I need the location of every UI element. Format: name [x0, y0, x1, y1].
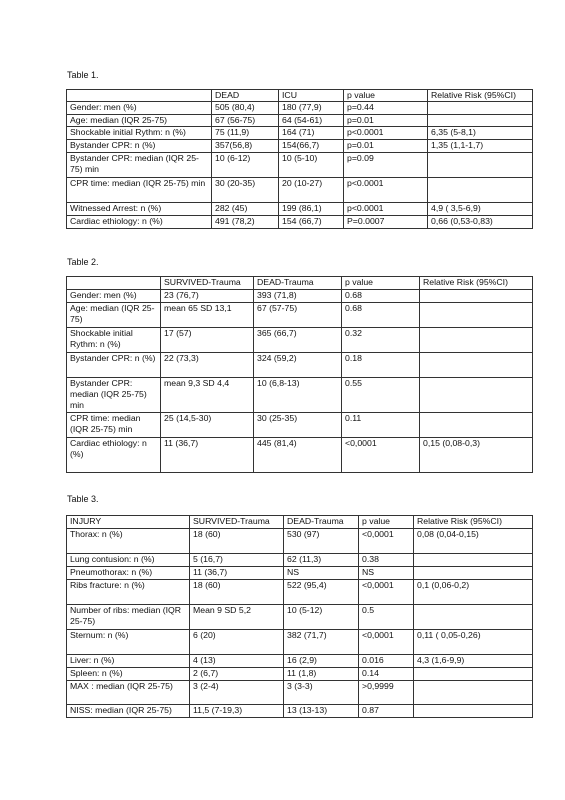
- table-row: [67, 303, 533, 328]
- table-header-cell: INJURY: [67, 516, 190, 529]
- table-cell: mean 9,3 SD 4,4: [161, 378, 254, 413]
- table-cell: [420, 353, 533, 378]
- table-cell: <0,0001: [342, 438, 420, 473]
- table-cell: 505 (80,4): [212, 102, 279, 115]
- table-cell: 13 (13-13): [284, 705, 359, 718]
- table-cell: 30 (20-35): [212, 178, 279, 203]
- table-cell: 4,9 ( 3,5-6,9): [428, 203, 533, 216]
- table-row: [67, 203, 533, 216]
- table1-caption: Table 1.: [67, 70, 99, 80]
- table-cell: NS: [284, 567, 359, 580]
- table-cell: CPR time: median (IQR 25-75) min: [67, 178, 212, 203]
- table-cell: [428, 178, 533, 203]
- table-cell: [428, 153, 533, 178]
- table-cell: 382 (71,7): [284, 630, 359, 655]
- table-cell: 10 (6,8-13): [254, 378, 342, 413]
- table-row: [67, 127, 533, 140]
- table-cell: [420, 413, 533, 438]
- table-header-row: [67, 90, 533, 102]
- table3-caption: Table 3.: [67, 494, 99, 504]
- table-header-cell: DEAD-Trauma: [284, 516, 359, 529]
- table-header-row: [67, 516, 533, 529]
- table-cell: 282 (45): [212, 203, 279, 216]
- table-cell: Shockable initial Rythm: n (%): [67, 328, 161, 353]
- table-header-cell: [67, 277, 161, 290]
- table-cell: Bystander CPR: n (%): [67, 140, 212, 153]
- table-row: [67, 529, 533, 554]
- table-row: [67, 115, 533, 127]
- table-header-cell: SURVIVED-Trauma: [190, 516, 284, 529]
- table-cell: CPR time: median (IQR 25-75) min: [67, 413, 161, 438]
- table-cell: p<0.0001: [344, 203, 428, 216]
- table-cell: Thorax: n (%): [67, 529, 190, 554]
- table-cell: Gender: men (%): [67, 102, 212, 115]
- table-cell: Mean 9 SD 5,2: [190, 605, 284, 630]
- table-cell: 522 (95,4): [284, 580, 359, 605]
- table-cell: [414, 681, 533, 705]
- table-cell: [428, 102, 533, 115]
- table-cell: [414, 668, 533, 681]
- table-cell: 4,3 (1,6-9,9): [414, 655, 533, 668]
- table-cell: 10 (5-12): [284, 605, 359, 630]
- table-cell: 1,35 (1,1-1,7): [428, 140, 533, 153]
- table-cell: <0,0001: [359, 630, 414, 655]
- table-cell: 11 (36,7): [190, 567, 284, 580]
- table-header-cell: ICU: [279, 90, 344, 102]
- table-cell: 0,66 (0,53-0,83): [428, 216, 533, 229]
- table-cell: 0.5: [359, 605, 414, 630]
- table-cell: 0.32: [342, 328, 420, 353]
- table-cell: Gender: men (%): [67, 290, 161, 303]
- table-cell: 64 (54-61): [279, 115, 344, 127]
- table-cell: Age: median (IQR 25-75): [67, 303, 161, 328]
- table-row: [67, 630, 533, 655]
- table-cell: 17 (57): [161, 328, 254, 353]
- table-cell: 10 (6-12): [212, 153, 279, 178]
- table-header-cell: p value: [342, 277, 420, 290]
- table-cell: 0.11: [342, 413, 420, 438]
- table-row: [67, 567, 533, 580]
- table-cell: 0.38: [359, 554, 414, 567]
- table-cell: Bystander CPR: median (IQR 25-75) min: [67, 378, 161, 413]
- table-row: [67, 681, 533, 705]
- table-cell: p=0.01: [344, 140, 428, 153]
- table-row: [67, 102, 533, 115]
- table-cell: Sternum: n (%): [67, 630, 190, 655]
- table-cell: 0.14: [359, 668, 414, 681]
- table-cell: >0,9999: [359, 681, 414, 705]
- table3: [66, 515, 533, 718]
- table-row: [67, 216, 533, 229]
- table-cell: 11,5 (7-19,3): [190, 705, 284, 718]
- table-row: [67, 655, 533, 668]
- table-cell: 11 (1,8): [284, 668, 359, 681]
- table-cell: Number of ribs: median (IQR 25-75): [67, 605, 190, 630]
- table-cell: [420, 303, 533, 328]
- table-cell: 324 (59,2): [254, 353, 342, 378]
- table-header-cell: [67, 90, 212, 102]
- table-row: [67, 140, 533, 153]
- table-cell: 199 (86,1): [279, 203, 344, 216]
- table-row: [67, 328, 533, 353]
- table-cell: mean 65 SD 13,1: [161, 303, 254, 328]
- table-row: [67, 605, 533, 630]
- table-cell: 67 (56-75): [212, 115, 279, 127]
- table-row: [67, 554, 533, 567]
- table-cell: 5 (16,7): [190, 554, 284, 567]
- table-cell: 30 (25-35): [254, 413, 342, 438]
- table-cell: 16 (2,9): [284, 655, 359, 668]
- table-cell: 357(56,8): [212, 140, 279, 153]
- table-cell: [414, 705, 533, 718]
- table-cell: 11 (36,7): [161, 438, 254, 473]
- table-cell: Bystander CPR: median (IQR 25-75) min: [67, 153, 212, 178]
- table-row: [67, 668, 533, 681]
- table-cell: p<0.0001: [344, 178, 428, 203]
- table-cell: 180 (77,9): [279, 102, 344, 115]
- table-cell: 22 (73,3): [161, 353, 254, 378]
- table-cell: 0.016: [359, 655, 414, 668]
- table-cell: 62 (11,3): [284, 554, 359, 567]
- table-header-cell: p value: [359, 516, 414, 529]
- table2-caption: Table 2.: [67, 257, 99, 267]
- table-cell: Liver: n (%): [67, 655, 190, 668]
- table-cell: Shockable initial Rythm: n (%): [67, 127, 212, 140]
- table-cell: 154(66,7): [279, 140, 344, 153]
- table-cell: Cardiac ethiology: n (%): [67, 438, 161, 473]
- table-cell: 4 (13): [190, 655, 284, 668]
- table-cell: p<0.0001: [344, 127, 428, 140]
- table-cell: 530 (97): [284, 529, 359, 554]
- table-cell: 3 (3-3): [284, 681, 359, 705]
- table-cell: Age: median (IQR 25-75): [67, 115, 212, 127]
- table-cell: 0.18: [342, 353, 420, 378]
- table-cell: MAX : median (IQR 25-75): [67, 681, 190, 705]
- table-cell: 393 (71,8): [254, 290, 342, 303]
- table-header-row: [67, 277, 533, 290]
- table-cell: [414, 605, 533, 630]
- table-cell: p=0.09: [344, 153, 428, 178]
- table-cell: 3 (2-4): [190, 681, 284, 705]
- table-cell: 20 (10-27): [279, 178, 344, 203]
- table-cell: 10 (5-10): [279, 153, 344, 178]
- table-header-cell: Relative Risk (95%CI): [420, 277, 533, 290]
- table-cell: 491 (78,2): [212, 216, 279, 229]
- table-cell: 0.87: [359, 705, 414, 718]
- table-header-cell: Relative Risk (95%CI): [428, 90, 533, 102]
- table-cell: P=0.0007: [344, 216, 428, 229]
- table-cell: 6 (20): [190, 630, 284, 655]
- table-row: [67, 438, 533, 473]
- table-header-cell: DEAD-Trauma: [254, 277, 342, 290]
- table-cell: 0,11 ( 0,05-0,26): [414, 630, 533, 655]
- table-cell: <0,0001: [359, 529, 414, 554]
- table-cell: 0.68: [342, 290, 420, 303]
- table-cell: [428, 115, 533, 127]
- table-header-cell: DEAD: [212, 90, 279, 102]
- table-cell: 6,35 (5-8,1): [428, 127, 533, 140]
- table-cell: NS: [359, 567, 414, 580]
- table-cell: Bystander CPR: n (%): [67, 353, 161, 378]
- table-cell: Lung contusion: n (%): [67, 554, 190, 567]
- table-cell: Spleen: n (%): [67, 668, 190, 681]
- table-cell: p=0.01: [344, 115, 428, 127]
- table-cell: Ribs fracture: n (%): [67, 580, 190, 605]
- table-cell: 2 (6,7): [190, 668, 284, 681]
- table-cell: 154 (66,7): [279, 216, 344, 229]
- table-cell: NISS: median (IQR 25-75): [67, 705, 190, 718]
- table-row: [67, 290, 533, 303]
- table-cell: Cardiac ethiology: n (%): [67, 216, 212, 229]
- table-cell: 0.68: [342, 303, 420, 328]
- table-row: [67, 153, 533, 178]
- table-header-cell: p value: [344, 90, 428, 102]
- table-cell: 0,1 (0,06-0,2): [414, 580, 533, 605]
- table-cell: [420, 328, 533, 353]
- table-row: [67, 413, 533, 438]
- table2: [66, 276, 533, 473]
- table-cell: [420, 290, 533, 303]
- table-cell: <0,0001: [359, 580, 414, 605]
- table-cell: [420, 378, 533, 413]
- table-header-cell: Relative Risk (95%CI): [414, 516, 533, 529]
- table-row: [67, 353, 533, 378]
- table-row: [67, 705, 533, 718]
- table-cell: 75 (11,9): [212, 127, 279, 140]
- table-cell: 0,15 (0,08-0,3): [420, 438, 533, 473]
- table-cell: 0,08 (0,04-0,15): [414, 529, 533, 554]
- table1: [66, 89, 533, 229]
- table-cell: Pneumothorax: n (%): [67, 567, 190, 580]
- table-row: [67, 580, 533, 605]
- table-cell: 164 (71): [279, 127, 344, 140]
- table-cell: 18 (60): [190, 529, 284, 554]
- table-row: [67, 178, 533, 203]
- table-cell: 67 (57-75): [254, 303, 342, 328]
- table-cell: Witnessed Arrest: n (%): [67, 203, 212, 216]
- table-cell: p=0.44: [344, 102, 428, 115]
- table-header-cell: SURVIVED-Trauma: [161, 277, 254, 290]
- table-cell: 365 (66,7): [254, 328, 342, 353]
- table-cell: [414, 567, 533, 580]
- table-cell: 23 (76,7): [161, 290, 254, 303]
- table-row: [67, 378, 533, 413]
- table-cell: [414, 554, 533, 567]
- table-cell: 0.55: [342, 378, 420, 413]
- table-cell: 18 (60): [190, 580, 284, 605]
- table-cell: 445 (81,4): [254, 438, 342, 473]
- table-cell: 25 (14,5-30): [161, 413, 254, 438]
